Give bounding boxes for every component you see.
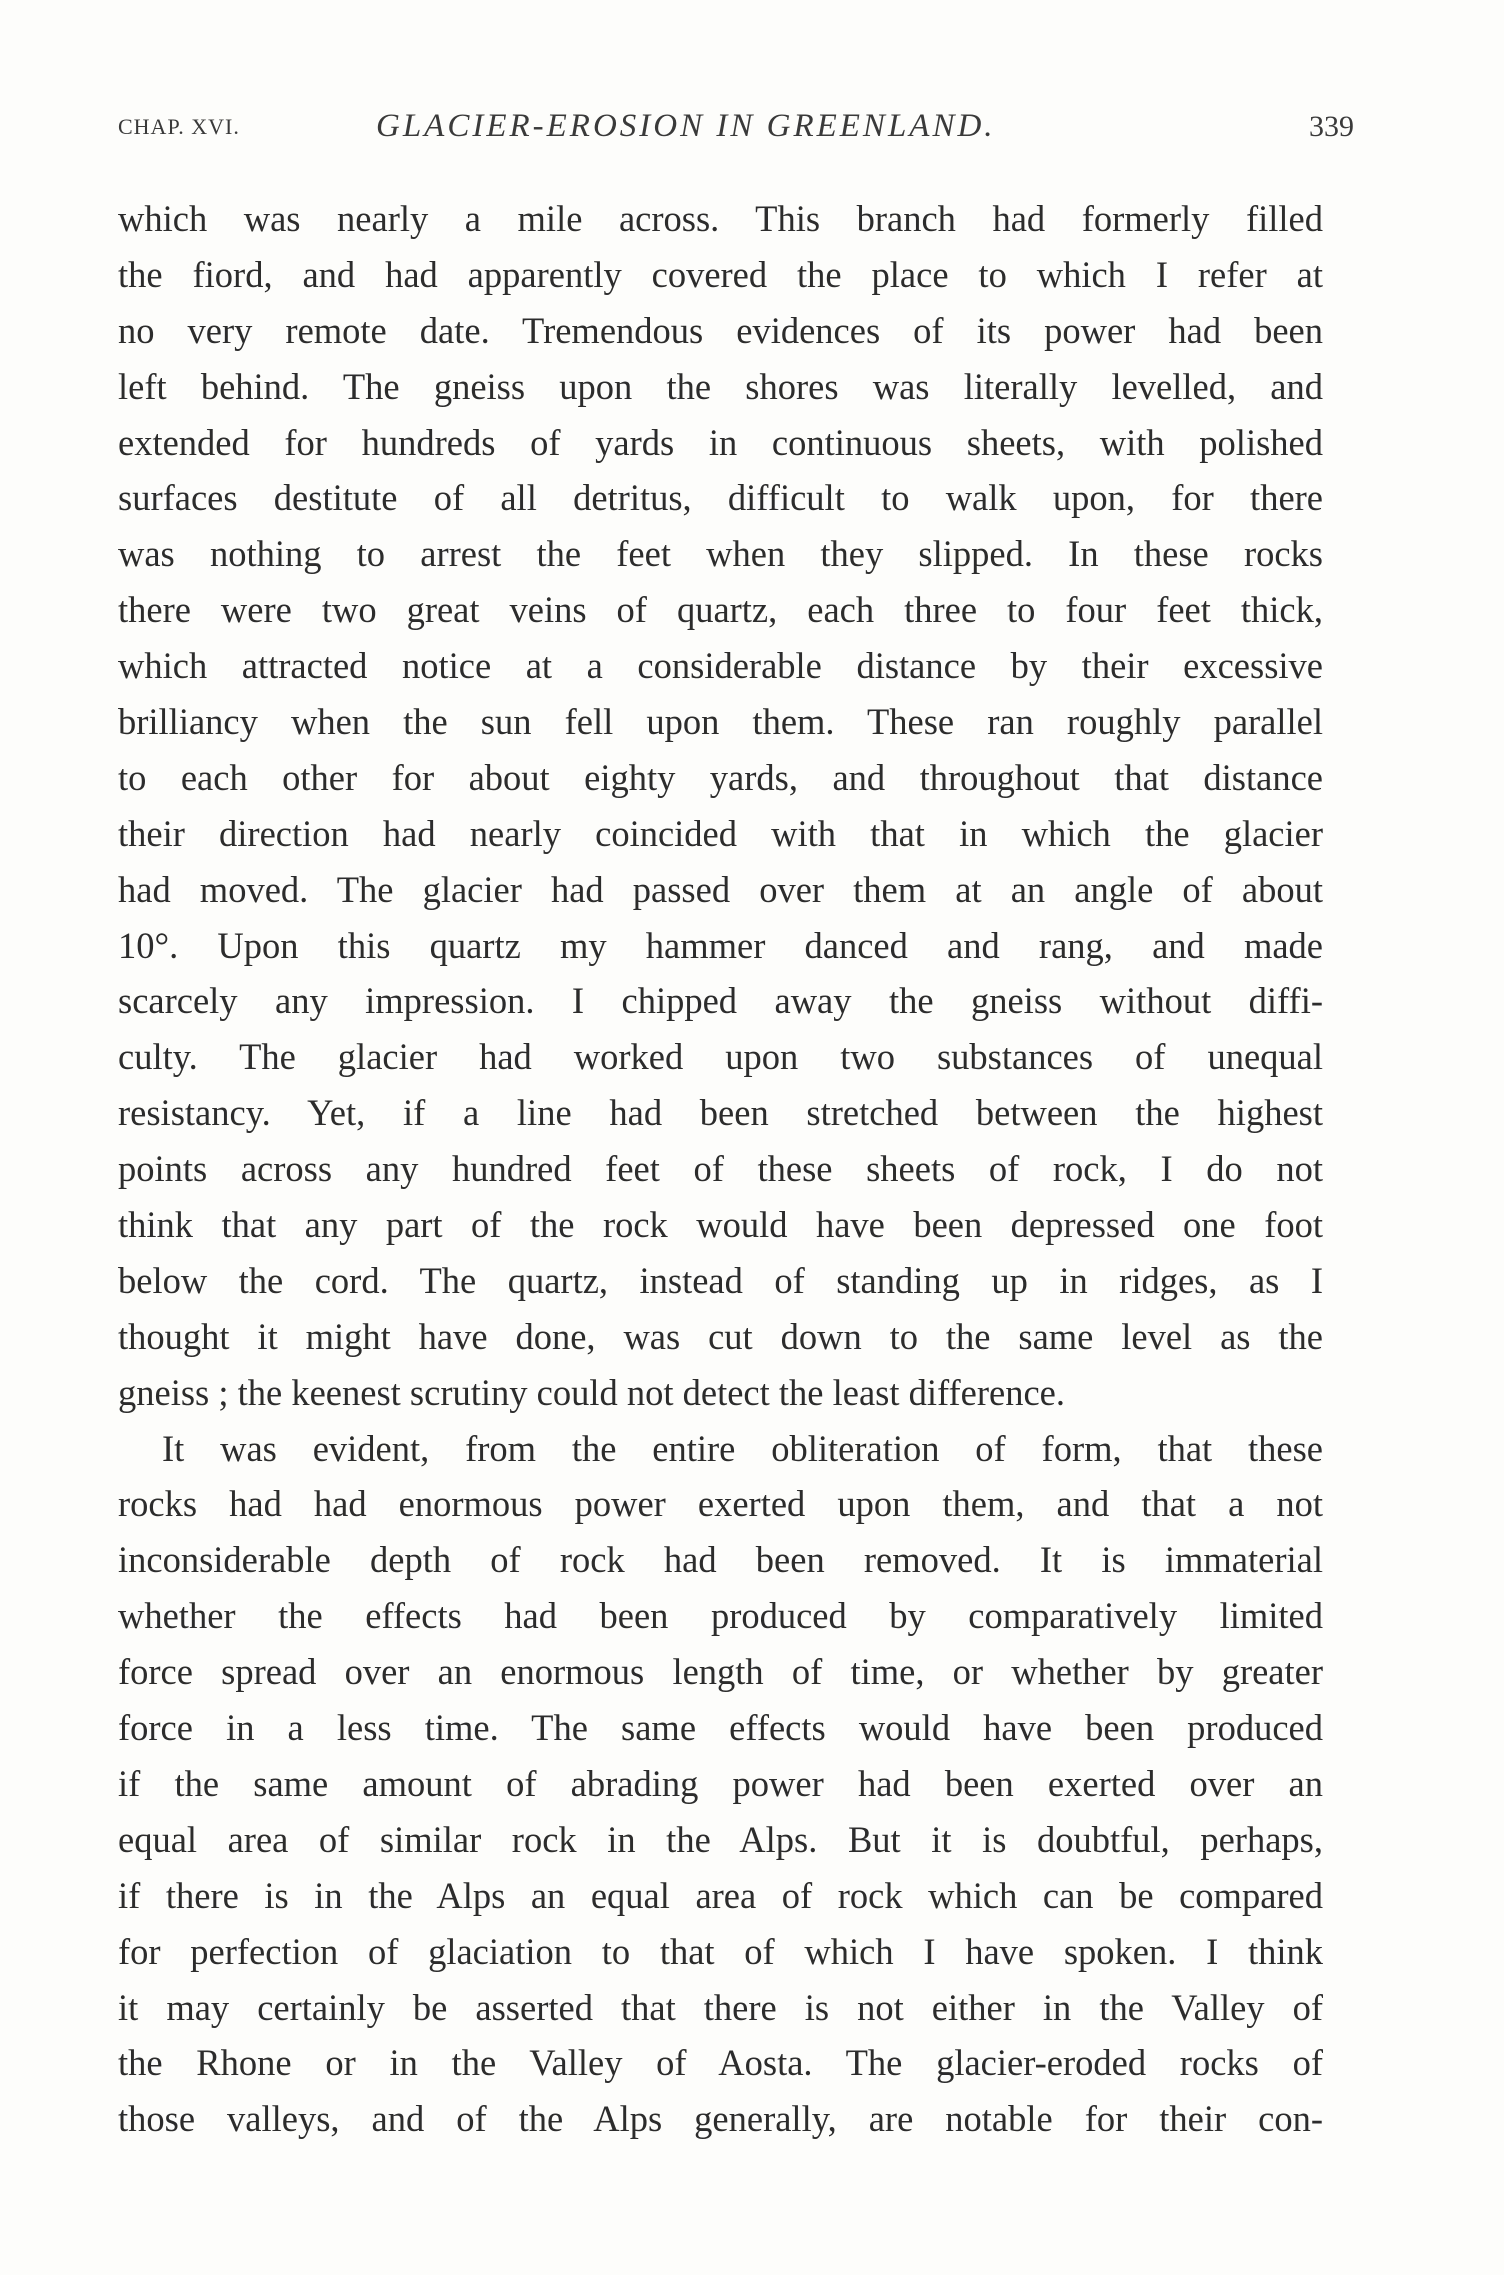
text-line: brilliancy when the sun fell upon them. These ran roughly parallel <box>118 701 1323 743</box>
text-line: equal area of similar rock in the Alps. But it is doubtful, perhaps, <box>118 1818 1323 1860</box>
text-line: if there is in the Alps an equal area of rock which can be compared <box>118 1874 1323 1916</box>
text-line: there were two great veins of quartz, each three to four feet thick, <box>118 589 1323 631</box>
text-line: force spread over an enormous length of time, or whether by greater <box>118 1651 1323 1693</box>
text-line: was nothing to arrest the feet when they slipped. In these rocks <box>118 533 1323 575</box>
text-line: extended for hundreds of yards in continuous sheets, with polished <box>118 421 1323 463</box>
text-line: inconsiderable depth of rock had been removed. It is immaterial <box>118 1539 1323 1581</box>
page-number: 339 <box>1309 110 1354 143</box>
text-line: surfaces destitute of all detritus, difficult to walk upon, for there <box>118 477 1323 519</box>
text-line: their direction had nearly coincided with that in which the glacier <box>118 812 1323 854</box>
text-line: the fiord, and had apparently covered the place to which I refer at <box>118 253 1323 295</box>
text-line: no very remote date. Tremendous evidences of its power had been <box>118 309 1323 351</box>
text-line: culty. The glacier had worked upon two substances of unequal <box>118 1036 1323 1078</box>
text-line: the Rhone or in the Valley of Aosta. The glacier-eroded rocks of <box>118 2042 1323 2084</box>
text-line: points across any hundred feet of these sheets of rock, I do not <box>118 1148 1323 1190</box>
paragraph-start-line: It was evident, from the entire obliteration of form, that these <box>162 1427 1323 1469</box>
text-line: to each other for about eighty yards, and throughout that distance <box>118 756 1323 798</box>
text-line: which was nearly a mile across. This branch had formerly filled <box>118 198 1323 239</box>
paragraph-end-line: gneiss ; the keenest scrutiny could not detect the least difference. <box>118 1371 1065 1413</box>
text-line: for perfection of glaciation to that of which I have spoken. I think <box>118 1930 1323 1972</box>
text-line: scarcely any impression. I chipped away the gneiss without diffi- <box>118 980 1323 1022</box>
body-text <box>118 191 1323 2147</box>
text-line: resistancy. Yet, if a line had been stretched between the highest <box>118 1092 1323 1134</box>
text-line: 10°. Upon this quartz my hammer danced and rang, and made <box>118 924 1323 966</box>
text-line: rocks had had enormous power exerted upon them, and that a not <box>118 1483 1323 1525</box>
running-title: GLACIER-EROSION IN GREENLAND. <box>376 108 996 144</box>
text-line: which attracted notice at a considerable distance by their excessive <box>118 645 1323 687</box>
text-line: left behind. The gneiss upon the shores was literally levelled, and <box>118 365 1323 407</box>
text-line: whether the effects had been produced by comparatively limited <box>118 1595 1323 1637</box>
text-line: force in a less time. The same effects would have been produced <box>118 1707 1323 1749</box>
text-line: below the cord. The quartz, instead of standing up in ridges, as I <box>118 1259 1323 1301</box>
running-head <box>118 108 1354 148</box>
text-line: if the same amount of abrading power had been exerted over an <box>118 1762 1323 1804</box>
text-line: had moved. The glacier had passed over them at an angle of about <box>118 868 1323 910</box>
text-line: think that any part of the rock would have been depressed one foot <box>118 1204 1323 1246</box>
text-line: it may certainly be asserted that there is not either in the Valley of <box>118 1986 1323 2028</box>
chapter-label: CHAP. XVI. <box>118 114 240 139</box>
text-line: those valleys, and of the Alps generally, are notable for their con- <box>118 2098 1323 2140</box>
text-line: thought it might have done, was cut down to the same level as the <box>118 1315 1323 1357</box>
